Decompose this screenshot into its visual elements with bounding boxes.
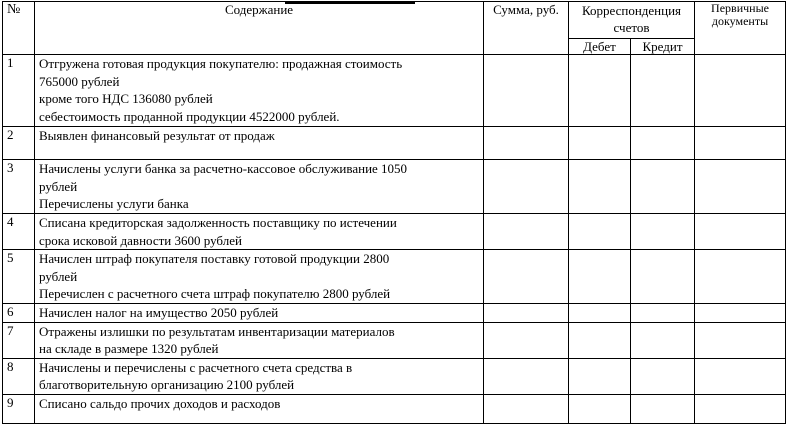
- row-number: 3: [3, 160, 35, 214]
- content-line: рублей: [39, 268, 78, 284]
- row-content: [35, 304, 484, 323]
- content-line: Начислены и перечислены с расчетного счета средства в: [39, 359, 353, 375]
- table-row: [3, 55, 786, 127]
- debit-cell[interactable]: [569, 304, 631, 323]
- content-line: Начислен налог на имущество 2050 рублей: [39, 305, 279, 320]
- credit-cell[interactable]: [631, 358, 695, 394]
- credit-cell[interactable]: [631, 160, 695, 214]
- table-row: [3, 358, 786, 394]
- documents-cell[interactable]: [695, 214, 786, 250]
- documents-cell[interactable]: [695, 322, 786, 358]
- debit-cell[interactable]: [569, 322, 631, 358]
- credit-cell[interactable]: [631, 304, 695, 323]
- sum-cell[interactable]: [484, 160, 569, 214]
- row-number: 8: [3, 358, 35, 394]
- credit-cell[interactable]: [631, 127, 695, 160]
- content-line: Списана кредиторская задолженность поставщику по истечении: [39, 215, 397, 230]
- content-line: Перечислен с расчетного счета штраф покупателю 2800 рублей: [39, 286, 391, 301]
- header-num: №: [3, 2, 35, 55]
- debit-cell[interactable]: [569, 160, 631, 214]
- debit-cell[interactable]: [569, 394, 631, 423]
- row-number: 5: [3, 250, 35, 304]
- content-line: себестоимость проданной продукции 4522000 рублей.: [39, 108, 340, 124]
- row-content: [35, 250, 484, 304]
- row-number: 4: [3, 214, 35, 250]
- content-line: Отражены излишки по результатам инвентаризации материалов: [39, 323, 395, 339]
- sum-cell[interactable]: [484, 127, 569, 160]
- row-content: [35, 55, 484, 127]
- sum-cell[interactable]: [484, 358, 569, 394]
- credit-cell[interactable]: [631, 55, 695, 127]
- table-row: [3, 250, 786, 304]
- row-content: [35, 160, 484, 214]
- content-line: Перечислены услуги банка: [39, 196, 189, 211]
- debit-cell[interactable]: [569, 55, 631, 127]
- sum-cell[interactable]: [484, 214, 569, 250]
- content-line: благотворительную организацию 2100 рублей: [39, 377, 295, 392]
- credit-cell[interactable]: [631, 394, 695, 423]
- content-line: 765000 рублей: [39, 73, 120, 89]
- sum-cell[interactable]: [484, 304, 569, 323]
- header-sum: Сумма, руб.: [484, 2, 569, 55]
- header-debit: Дебет: [569, 39, 631, 55]
- row-number: 7: [3, 322, 35, 358]
- content-line: кроме того НДС 136080 рублей: [39, 91, 213, 106]
- row-content: [35, 322, 484, 358]
- documents-cell[interactable]: [695, 394, 786, 423]
- documents-cell[interactable]: [695, 250, 786, 304]
- table-row: [3, 214, 786, 250]
- sum-cell[interactable]: [484, 55, 569, 127]
- credit-cell[interactable]: [631, 322, 695, 358]
- documents-cell[interactable]: [695, 304, 786, 323]
- row-number: 1: [3, 55, 35, 127]
- debit-cell[interactable]: [569, 214, 631, 250]
- row-number: 2: [3, 127, 35, 160]
- table-row: [3, 304, 786, 323]
- content-line: Начислены услуги банка за расчетно-кассовое обслуживание 1050: [39, 161, 408, 176]
- debit-cell[interactable]: [569, 250, 631, 304]
- documents-cell[interactable]: [695, 55, 786, 127]
- row-number: 9: [3, 394, 35, 423]
- row-content: [35, 214, 484, 250]
- row-content: [35, 127, 484, 160]
- sum-cell[interactable]: [484, 394, 569, 423]
- documents-cell[interactable]: [695, 127, 786, 160]
- content-line: Отгружена готовая продукция покупателю: продажная стоимость: [39, 56, 403, 71]
- credit-cell[interactable]: [631, 214, 695, 250]
- debit-cell[interactable]: [569, 127, 631, 160]
- sum-cell[interactable]: [484, 322, 569, 358]
- content-line: срока исковой давности 3600 рублей: [39, 232, 242, 248]
- debit-cell[interactable]: [569, 358, 631, 394]
- documents-cell[interactable]: [695, 358, 786, 394]
- documents-cell[interactable]: [695, 160, 786, 214]
- content-line: Списано сальдо прочих доходов и расходов: [39, 395, 281, 411]
- content-line: Начислен штраф покупателя поставку готовой продукции 2800: [39, 251, 390, 266]
- header-correspondence: Корреспонденция счетов: [569, 2, 695, 39]
- content-line: рублей: [39, 178, 78, 194]
- header-content: Содержание: [35, 2, 484, 55]
- row-content: [35, 358, 484, 394]
- row-number: 6: [3, 304, 35, 323]
- credit-cell[interactable]: [631, 250, 695, 304]
- row-content: [35, 394, 484, 423]
- table-row: [3, 127, 786, 160]
- table-row: [3, 322, 786, 358]
- header-documents: Первичные документы: [695, 2, 786, 55]
- table-row: [3, 160, 786, 214]
- header-credit: Кредит: [631, 39, 695, 55]
- sum-cell[interactable]: [484, 250, 569, 304]
- table-row: [3, 394, 786, 423]
- content-line: Выявлен финансовый результат от продаж: [39, 128, 275, 143]
- transactions-journal-table: [2, 1, 786, 424]
- content-line: на складе в размере 1320 рублей: [39, 341, 219, 356]
